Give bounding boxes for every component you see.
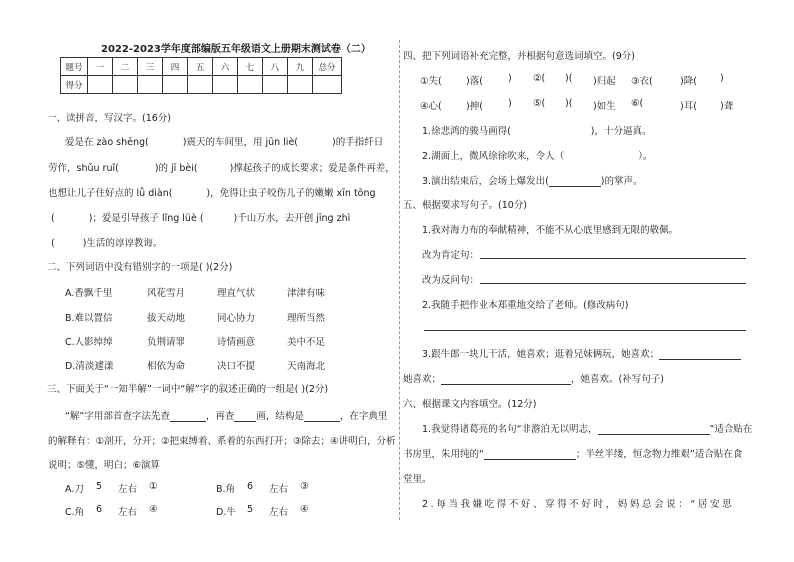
s5-q2: 2.我随手把作业本郑重地交给了老师。(修改病句)	[422, 300, 629, 311]
text: 也想让儿子住好点的 lǚ diàn(	[48, 188, 173, 199]
text: )，十分逼真。	[590, 126, 652, 137]
text: ①失(	[420, 76, 442, 87]
section-2-heading: 二、下列词语中没有错别字的一项是( )(2分)	[47, 262, 233, 273]
section-3-heading: 三、下面关于“一知半解”一词中“解”字的叙述正确的一组是( )(2分)	[47, 384, 329, 395]
score-cell: 二	[113, 58, 138, 76]
text: )的手指纤日	[332, 137, 384, 148]
s5-q3-line2	[403, 371, 664, 385]
answer-line[interactable]	[441, 373, 571, 385]
text: 爱是在 zào shēng(	[65, 137, 149, 148]
answer-line[interactable]	[424, 330, 746, 331]
text: “解”字用部首查字法先查	[65, 411, 170, 422]
choice-word: 天南海北	[287, 361, 326, 372]
text: ⑥(	[631, 98, 644, 109]
score-cell: 六	[213, 58, 238, 76]
answer-line[interactable]	[549, 175, 601, 187]
text: 2.湖面上，微风徐徐吹来，令人（	[422, 151, 565, 162]
s5-q1: 1.我对海力布的奉献精神，不能不从心底里感到无限的敬佩。	[422, 225, 679, 236]
answer-line[interactable]	[659, 348, 741, 360]
score-input-cell[interactable]	[138, 76, 163, 94]
opt-text: ③	[300, 481, 309, 492]
text: (	[51, 213, 55, 224]
s6-q1-line1	[422, 421, 752, 435]
choice-label: A.香飘千里	[65, 288, 113, 299]
text: ）。	[638, 151, 653, 162]
text: )如生	[593, 101, 616, 112]
score-cell: 题号	[61, 58, 88, 76]
pinyin-line-2	[48, 160, 395, 174]
choice-label: B.难以置信	[65, 313, 113, 324]
text: 画，结构是	[256, 411, 304, 422]
exam-title: 2022-2023学年度部编版五年级语文上册期末测试卷（二）	[101, 44, 371, 55]
opt-text: D.牛	[216, 507, 236, 518]
text: )抻(	[466, 101, 483, 112]
choice-word: 同心协力	[217, 313, 256, 324]
text: )耳(	[680, 101, 697, 112]
pinyin-line-1	[65, 134, 383, 148]
opt-text: ④	[300, 504, 309, 515]
text: )，免得让虫子咬伤儿子的嫩嫩 xīn tōng	[206, 188, 376, 199]
s3-line-1	[65, 408, 387, 422]
answer-line[interactable]	[480, 283, 746, 284]
text: 1.徐悲鸿的骏马画得(	[422, 126, 511, 137]
text: 3.跟牛郎一块儿干活，她喜欢；逛着兄妹俩玩，她喜欢；	[422, 349, 660, 360]
answer-line[interactable]	[598, 423, 710, 435]
answer-line[interactable]	[234, 410, 256, 422]
section-1-heading: 一、读拼音，写汉字。(16分)	[47, 113, 172, 124]
answer-line[interactable]	[304, 410, 340, 422]
opt-text: 6	[247, 481, 254, 492]
s4-q2	[422, 148, 652, 162]
text: )(	[565, 98, 573, 109]
choice-label: C.人影绰绰	[65, 337, 113, 348]
score-input-cell[interactable]	[88, 76, 113, 94]
text: )	[508, 73, 512, 84]
score-cell: 一	[88, 58, 113, 76]
text: ”适合贴在	[709, 424, 753, 435]
text: ，再查	[205, 411, 235, 422]
text: )的掌声。	[600, 176, 643, 187]
score-input-cell[interactable]	[188, 76, 213, 94]
score-input-cell[interactable]	[263, 76, 288, 94]
score-input-cell[interactable]	[113, 76, 138, 94]
text: 她喜欢；	[403, 374, 442, 385]
opt-text: 左右	[118, 507, 138, 518]
score-input-cell[interactable]	[313, 76, 342, 94]
opt-text: 左右	[269, 484, 289, 495]
choice-word: 拔天动地	[147, 313, 186, 324]
opt-text: 5	[96, 481, 103, 492]
answer-line[interactable]	[480, 258, 746, 259]
text: )生活的谆谆教诲。	[82, 238, 163, 249]
score-input-cell[interactable]	[163, 76, 188, 94]
opt-text: C.角	[65, 507, 85, 518]
answer-line[interactable]	[484, 448, 576, 460]
opt-text: ④	[149, 504, 158, 515]
text: )的 jī bèi(	[154, 163, 198, 174]
text: ，她喜欢。(补写句子)	[571, 374, 664, 385]
opt-text: 左右	[118, 484, 138, 495]
score-cell: 总分	[313, 58, 342, 76]
s4-q1	[422, 123, 652, 137]
pinyin-line-5	[51, 235, 162, 249]
choice-word: 决口不提	[217, 361, 256, 372]
score-cell: 九	[288, 58, 313, 76]
s6-q2: 2.每当我嫌吃得不好、穿得不好时，妈妈总会说：“居安思	[422, 499, 735, 510]
choice-word: 理直气状	[217, 288, 256, 299]
text: )	[720, 73, 724, 84]
text: 书房里，朱用纯的“	[403, 449, 484, 460]
choice-word: 相依为命	[147, 361, 186, 372]
section-5-heading: 五、根据要求写句子。(10分)	[403, 200, 528, 211]
score-table	[60, 57, 342, 94]
score-cell: 七	[238, 58, 263, 76]
opt-text: 5	[247, 504, 254, 515]
choice-word: 负荆请罪	[147, 337, 186, 348]
opt-text: 左右	[269, 507, 289, 518]
answer-line[interactable]	[170, 410, 206, 422]
text: ②(	[533, 73, 546, 84]
text: )归起	[593, 76, 616, 87]
opt-text: B.角	[216, 484, 236, 495]
text: (	[51, 238, 55, 249]
section-4-heading: 四、把下列词语补充完整，并根据句意选词填空。(9分)	[403, 51, 635, 62]
opt-text: A.刀	[65, 484, 84, 495]
choice-word: 津津有味	[287, 288, 326, 299]
s6-q1-line2	[403, 446, 742, 460]
choice-word: 风花雪月	[147, 288, 186, 299]
score-cell: 八	[263, 58, 288, 76]
opt-text: 6	[96, 504, 103, 515]
text: ；半丝半缕，恒念物力维艰”适合贴在食	[575, 449, 743, 460]
score-cell: 三	[138, 58, 163, 76]
text: ⑤(	[533, 98, 546, 109]
column-divider	[399, 40, 400, 520]
text: 劳作，shǔu ruǐ(	[48, 163, 119, 174]
choice-word: 理所当然	[287, 313, 326, 324]
text: )(	[565, 73, 573, 84]
text: )撑起孩子的成长要求；爱是条件再差，	[229, 163, 395, 174]
text: )千山万水，去开创 jīng zhì	[233, 213, 351, 224]
s3-line-2: 的解释有：①剖开，分开；②把束缚着、系着的东西打开；③除去；④讲明白，分析	[48, 436, 396, 447]
opt-text: ①	[149, 481, 158, 492]
choice-word: 美中不足	[287, 337, 326, 348]
choice-word: 诗情画意	[217, 337, 256, 348]
text: 1.我觉得诸葛亮的名句“非澹泊无以明志，	[422, 424, 598, 435]
s5-q1b-label: 改为反问句：	[422, 275, 480, 286]
section-6-heading: 六、根据课文内容填空。(12分)	[403, 399, 537, 410]
pinyin-line-3	[48, 185, 376, 199]
text: ④心(	[420, 101, 442, 112]
score-input-cell[interactable]	[213, 76, 238, 94]
score-table-score-row	[61, 76, 342, 94]
text: )落(	[466, 76, 483, 87]
text: )；爱是引导孩子 lǐng lüè (	[88, 213, 204, 224]
score-input-cell[interactable]	[238, 76, 263, 94]
s6-q1-line3: 堂里。	[403, 474, 432, 485]
score-cell: 四	[163, 58, 188, 76]
s5-q1a-label: 改为肯定句：	[422, 250, 480, 261]
score-input-cell[interactable]	[288, 76, 313, 94]
text: 3.演出结束后，会场上爆发出(	[422, 176, 549, 187]
text: )	[508, 98, 512, 109]
score-row-label: 得分	[61, 76, 88, 94]
s5-q3-line1	[422, 346, 741, 360]
text: ，在字典里	[339, 411, 388, 422]
text: )降(	[680, 76, 697, 87]
text: )震天的车间里，用 jūn liè(	[182, 137, 298, 148]
score-cell: 五	[188, 58, 213, 76]
pinyin-line-4	[51, 210, 350, 224]
text: ③衣(	[631, 76, 653, 87]
s4-q3	[422, 173, 643, 187]
score-table-header-row	[61, 58, 342, 76]
choice-label: D.清淡遽漾	[65, 361, 114, 372]
text: )聋	[720, 101, 734, 112]
s3-line-3: 说明；⑤懂，明白；⑥演算	[48, 460, 161, 471]
